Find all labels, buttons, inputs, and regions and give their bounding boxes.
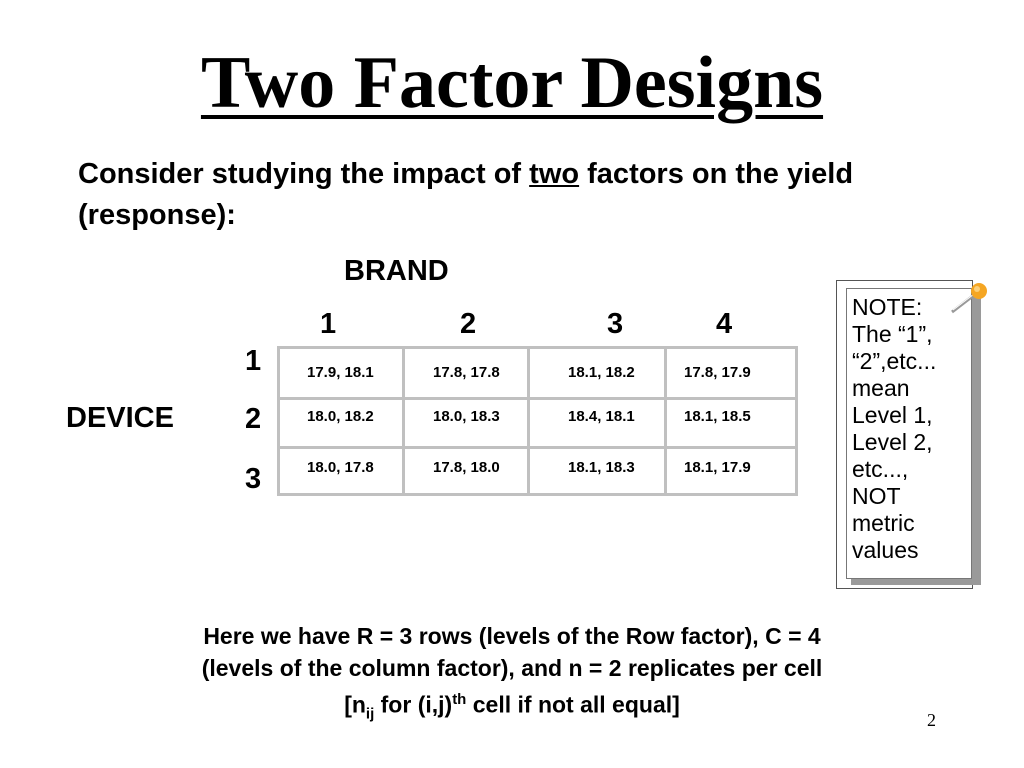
column-level-2: 2 [460,308,477,340]
row-level-1: 1 [245,345,262,377]
column-divider [664,349,667,493]
column-level-4: 4 [716,308,733,340]
footer-subscript: ij [365,705,375,723]
column-level-1: 1 [320,308,337,340]
table-cell: 17.8, 17.9 [684,364,751,381]
intro-text [78,154,938,236]
footer-line-3-end: cell if not all equal] [466,691,680,718]
column-divider [402,349,405,493]
page-number: 2 [927,710,936,730]
table-cell: 18.1, 17.9 [684,459,751,476]
footer-line-2: (levels of the column factor), and n = 2 replicates per cell [201,655,823,681]
intro-after: factors on the yield (response): [78,158,854,231]
table-cell: 18.1, 18.3 [568,459,635,476]
footer-superscript: th [452,691,467,708]
note-text: NOTE: The “1”, “2”,etc... mean Level 1, Level 2, etc..., NOT metric values [852,294,937,563]
data-table [277,346,798,496]
table-cell: 17.9, 18.1 [307,364,374,381]
footer-line-3-open: [n [344,691,366,718]
table-cell: 18.1, 18.2 [568,364,635,381]
column-factor-label: BRAND [344,255,449,287]
table-cell: 17.8, 18.0 [433,459,500,476]
footer-line-1: Here we have R = 3 rows (levels of the Row factor), C = 4 [203,623,821,649]
row-level-3: 3 [245,463,262,495]
intro-emphasis: two [529,158,580,190]
column-level-3: 3 [607,308,624,340]
row-divider [280,397,795,400]
row-divider [280,446,795,449]
row-factor-label: DEVICE [66,402,174,434]
pushpin-icon [948,280,992,316]
column-divider [527,349,530,493]
table-cell: 18.1, 18.5 [684,408,751,425]
table-cell: 18.0, 17.8 [307,459,374,476]
footer-text [60,620,964,730]
row-level-2: 2 [245,403,262,435]
table-cell: 17.8, 17.8 [433,364,500,381]
table-cell: 18.0, 18.2 [307,408,374,425]
table-cell: 18.4, 18.1 [568,408,635,425]
slide-title-text: Two Factor Designs [200,42,824,124]
intro-before: Consider studying the impact of [78,158,530,190]
table-cell: 18.0, 18.3 [433,408,500,425]
footer-line-3-mid: for (i,j) [374,691,453,718]
slide-title [0,38,1024,128]
footer-line-3 [60,684,964,730]
